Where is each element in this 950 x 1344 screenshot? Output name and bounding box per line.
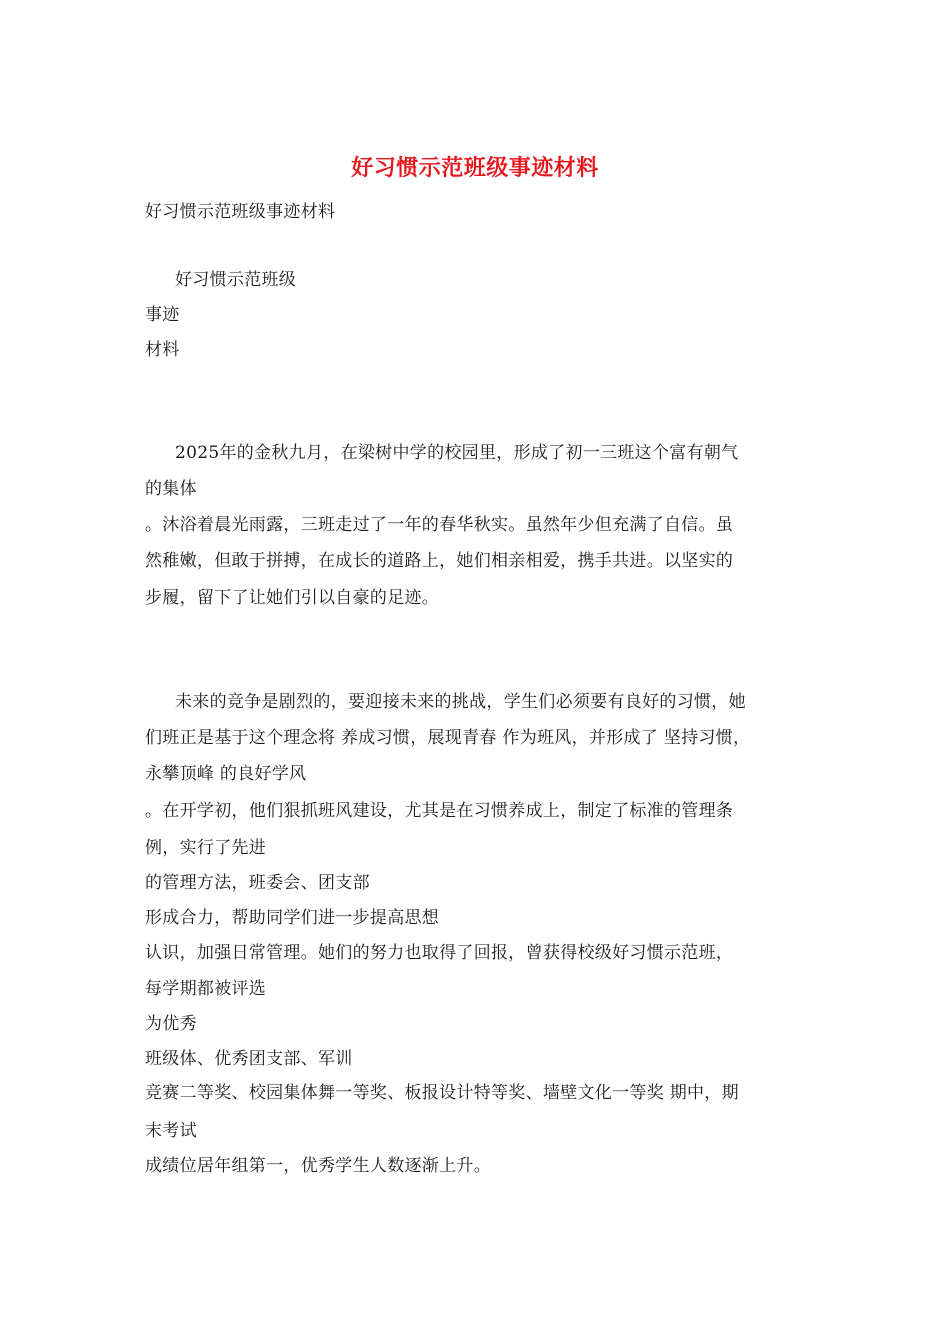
paragraph2-line: 每学期都被评选 (145, 979, 267, 999)
paragraph1-line: 然稚嫩，但敢于拼搏，在成长的道路上，她们相亲相爱，携手共进。以坚实的 (145, 551, 734, 571)
heading-line: 事迹 (145, 305, 180, 325)
paragraph2-line: 认识，加强日常管理。她们的努力也取得了回报，曾获得校级好习惯示范班， (145, 943, 734, 963)
paragraph2-line: 的管理方法，班委会、团支部 (145, 873, 370, 893)
paragraph1-line: 。沐浴着晨光雨露，三班走过了一年的春华秋实。虽然年少但充满了自信。虽 (145, 515, 734, 535)
heading-line: 好习惯示范班级 (175, 270, 297, 290)
paragraph1-line: 的集体 (145, 479, 197, 499)
document-title: 好习惯示范班级事迹材料 (351, 155, 599, 181)
paragraph2-line: 末考试 (145, 1121, 197, 1141)
document-subtitle: 好习惯示范班级事迹材料 (145, 202, 336, 222)
paragraph2-line: 为优秀 (145, 1014, 197, 1034)
heading-line: 材料 (145, 340, 180, 360)
paragraph2-line: 班级体、优秀团支部、军训 (145, 1049, 353, 1069)
paragraph2-line: 永攀顶峰 的良好学风 (145, 764, 307, 784)
paragraph2-line: 们班正是基于这个理念将 养成习惯，展现青春 作为班风，并形成了 坚持习惯， (145, 728, 751, 748)
paragraph2-line: 成绩位居年组第一，优秀学生人数逐渐上升。 (145, 1156, 491, 1176)
paragraph2-line: 。在开学初，他们狠抓班风建设，尤其是在习惯养成上，制定了标准的管理条 (145, 801, 734, 821)
paragraph2-line: 未来的竞争是剧烈的，要迎接未来的挑战，学生们必须要有良好的习惯，她 (175, 692, 746, 712)
paragraph1-line: 2025年的金秋九月，在梁树中学的校园里，形成了初一三班这个富有朝气 (175, 443, 739, 463)
paragraph2-line: 竞赛二等奖、校园集体舞一等奖、板报设计特等奖、墙壁文化一等奖 期中，期 (145, 1083, 739, 1103)
paragraph2-line: 形成合力，帮助同学们进一步提高思想 (145, 908, 440, 928)
paragraph2-line: 例，实行了先进 (145, 838, 267, 858)
paragraph1-line: 步履，留下了让她们引以自豪的足迹。 (145, 588, 440, 608)
